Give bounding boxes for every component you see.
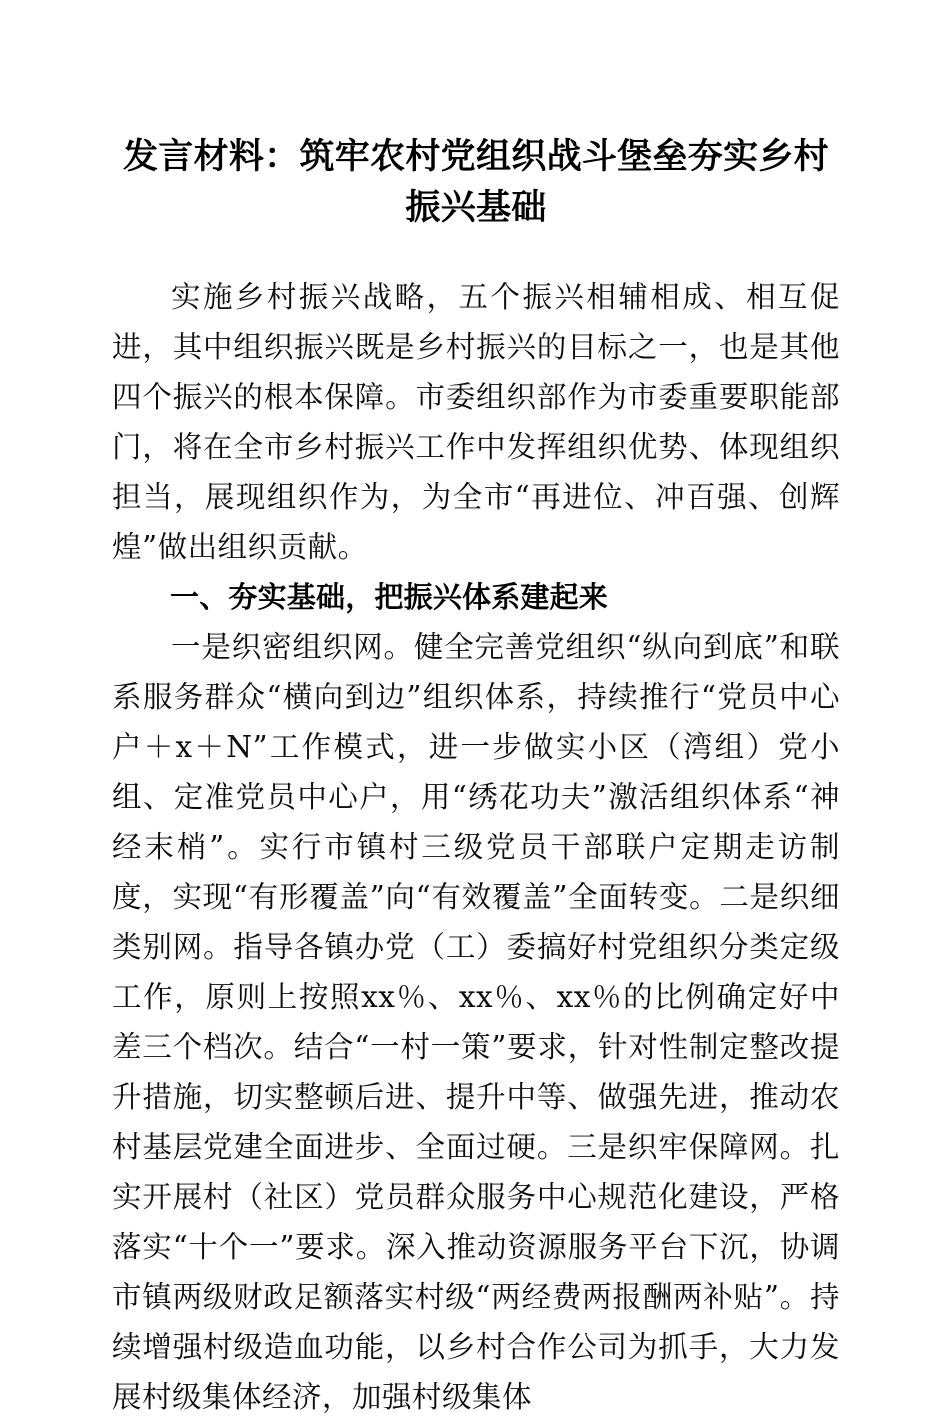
section-1-paragraph: 一是织密组织网。健全完善党组织“纵向到底”和联系服务群众“横向到边”组织体系，持续推行“党员中心户＋x＋N”工作模式，进一步做实小区（湾组）党小组、定准党员中心户，用“绣花功夫”激活组织体系“神经末梢”。实行市镇村三级党员干部联户定期走访制度，实现“有形覆盖”向“有效覆盖”全面转变。二是织细类别网。指导各镇办党（工）委搞好村党组织分类定级工作，原则上按照xx％、xx％、xx％的比例确定好中差三个档次。结合“一村一策”要求，针对性制定整改提升措施，切实整顿后进、提升中等、做强先进，推动农村基层党建全面进步、全面过硬。三是织牢保障网。扎实开展村（社区）党员群众服务中心规范化建设，严格落实“十个一”要求。深入推动资源服务平台下沉，协调市镇两级财政足额落实村级“两经费两报酬两补贴”。持续增强村级造血功能，以乡村合作公司为抓手，大力发展村级集体经济，加强村级集体 bbox=[112, 630, 840, 1414]
section-heading-1: 一、夯实基础，把振兴体系建起来 bbox=[170, 580, 609, 614]
document-body bbox=[112, 233, 840, 1422]
page-title bbox=[112, 0, 840, 233]
page-title-line-1: 发言材料：筑牢农村党组织战斗堡垒夯实乡村 bbox=[122, 137, 829, 176]
intro-paragraph: 实施乡村振兴战略，五个振兴相辅相成、相互促进，其中组织振兴既是乡村振兴的目标之一，也是其他四个振兴的根本保障。市委组织部作为市委重要职能部门，将在全市乡村振兴工作中发挥组织优势、体现组织担当，展现组织作为，为全市“再进位、冲百强、创辉煌”做出组织贡献。 bbox=[112, 280, 840, 564]
document-content bbox=[112, 0, 840, 1422]
page-title-line-2: 振兴基础 bbox=[405, 188, 547, 227]
